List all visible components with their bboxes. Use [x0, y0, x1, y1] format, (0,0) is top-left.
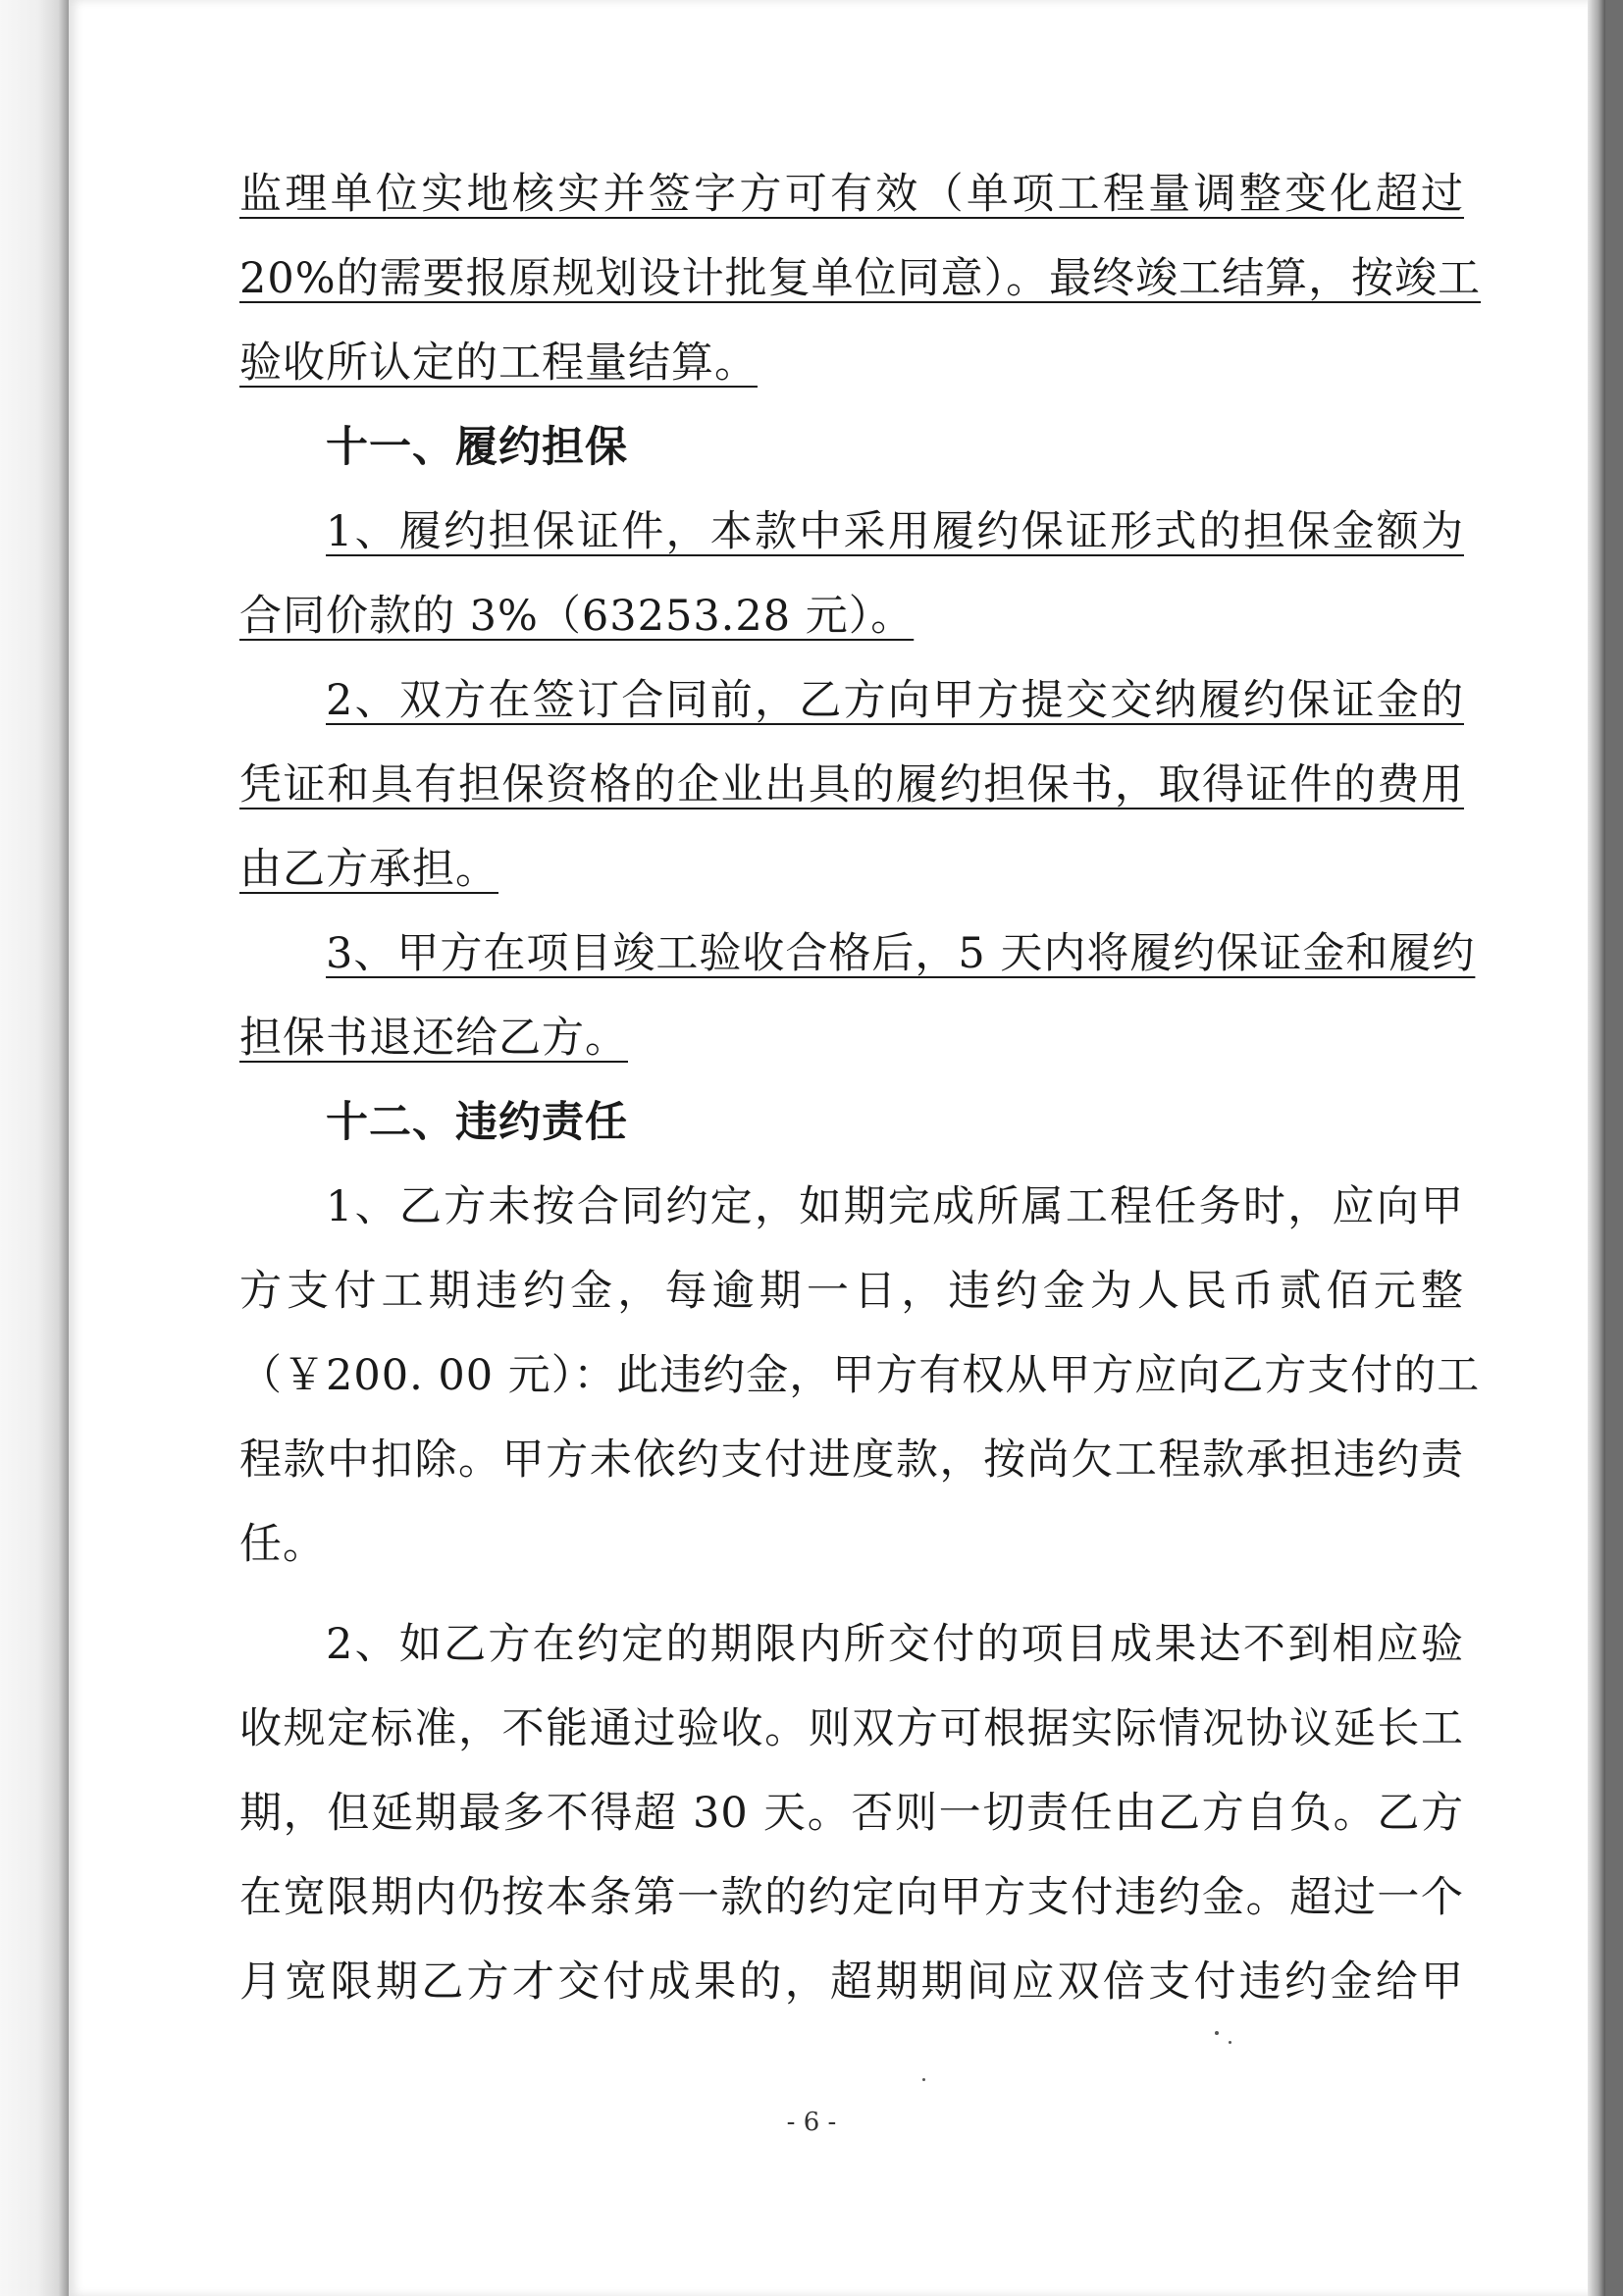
- line-text: 期，但延期最多不得超 30 天。否则一切责任由乙方自负。乙方: [239, 1789, 1464, 1838]
- line-text: 验收所认定的工程量结算。: [239, 339, 758, 388]
- line-text: 1、乙方未按合同约定，如期完成所属工程任务时，应向甲: [326, 1182, 1464, 1231]
- body-text-line: [239, 1346, 1481, 1405]
- body-text-line: [326, 1177, 1464, 1236]
- line-text: 程款中扣除。甲方未依约支付进度款，按尚欠工程款承担违约责: [239, 1435, 1464, 1485]
- body-text-line: [239, 587, 914, 646]
- line-text: 凭证和具有担保资格的企业出具的履约担保书，取得证件的费用: [239, 760, 1464, 809]
- line-text: 担保书退还给乙方。: [239, 1014, 628, 1063]
- body-text-line: [239, 1868, 1464, 1927]
- line-text: 2、如乙方在约定的期限内所交付的项目成果达不到相应验: [326, 1620, 1464, 1669]
- section-heading-text: 十一、履约担保: [326, 423, 628, 472]
- body-text-line: [239, 1431, 1464, 1489]
- page-right-edge-shadow: [1588, 0, 1605, 2296]
- body-text-line: [239, 1784, 1464, 1843]
- line-text: （￥200. 00 元）：此违约金，甲方有权从甲方应向乙方支付的工: [239, 1351, 1481, 1400]
- scan-speck: [1215, 2031, 1219, 2035]
- body-text-line: [239, 1699, 1464, 1758]
- body-text-line: [326, 671, 1464, 730]
- body-text-line: [239, 756, 1464, 814]
- line-text: 方支付工期违约金，每逾期一日，违约金为人民币贰佰元整: [239, 1267, 1464, 1316]
- body-text-line: [326, 1615, 1464, 1674]
- body-text-line: [239, 1953, 1464, 2011]
- page-number: - 6 -: [786, 2108, 837, 2137]
- line-text: 3、甲方在项目竣工验收合格后，5 天内将履约保证金和履约: [326, 929, 1476, 978]
- line-text: 合同价款的 3%（63253.28 元）。: [239, 592, 915, 641]
- body-text-line: [326, 502, 1464, 561]
- body-text-line: [239, 840, 498, 899]
- section-heading-text: 十二、违约责任: [326, 1098, 628, 1147]
- line-text: 收规定标准，不能通过验收。则双方可根据实际情况协议延长工: [239, 1704, 1464, 1753]
- line-text: 1、履约担保证件，本款中采用履约保证形式的担保金额为: [326, 507, 1464, 556]
- section-heading: [326, 1093, 628, 1152]
- body-text-line: [239, 1515, 326, 1574]
- line-text: 任。: [239, 1520, 326, 1569]
- line-text: 由乙方承担。: [239, 845, 498, 894]
- section-heading: [326, 418, 628, 477]
- body-text-line: [239, 1262, 1464, 1321]
- line-text: 20%的需要报原规划设计批复单位同意）。最终竣工结算，按竣工: [239, 254, 1482, 303]
- binding-edge: [0, 0, 69, 2296]
- line-text: 在宽限期内仍按本条第一款的约定向甲方支付违约金。超过一个: [239, 1873, 1464, 1922]
- scan-speck: [922, 2078, 925, 2081]
- line-text: 2、双方在签订合同前，乙方向甲方提交交纳履约保证金的: [326, 676, 1464, 725]
- body-text-line: [239, 334, 758, 392]
- body-text-line: [239, 1009, 628, 1068]
- scan-speck: [1229, 2041, 1231, 2044]
- body-text-line: [239, 165, 1464, 224]
- line-text: 月宽限期乙方才交付成果的，超期期间应双倍支付违约金给甲: [239, 1957, 1464, 2007]
- body-text-line: [239, 249, 1482, 308]
- line-text: 监理单位实地核实并签字方可有效（单项工程量调整变化超过: [239, 170, 1464, 219]
- body-text-line: [326, 924, 1476, 983]
